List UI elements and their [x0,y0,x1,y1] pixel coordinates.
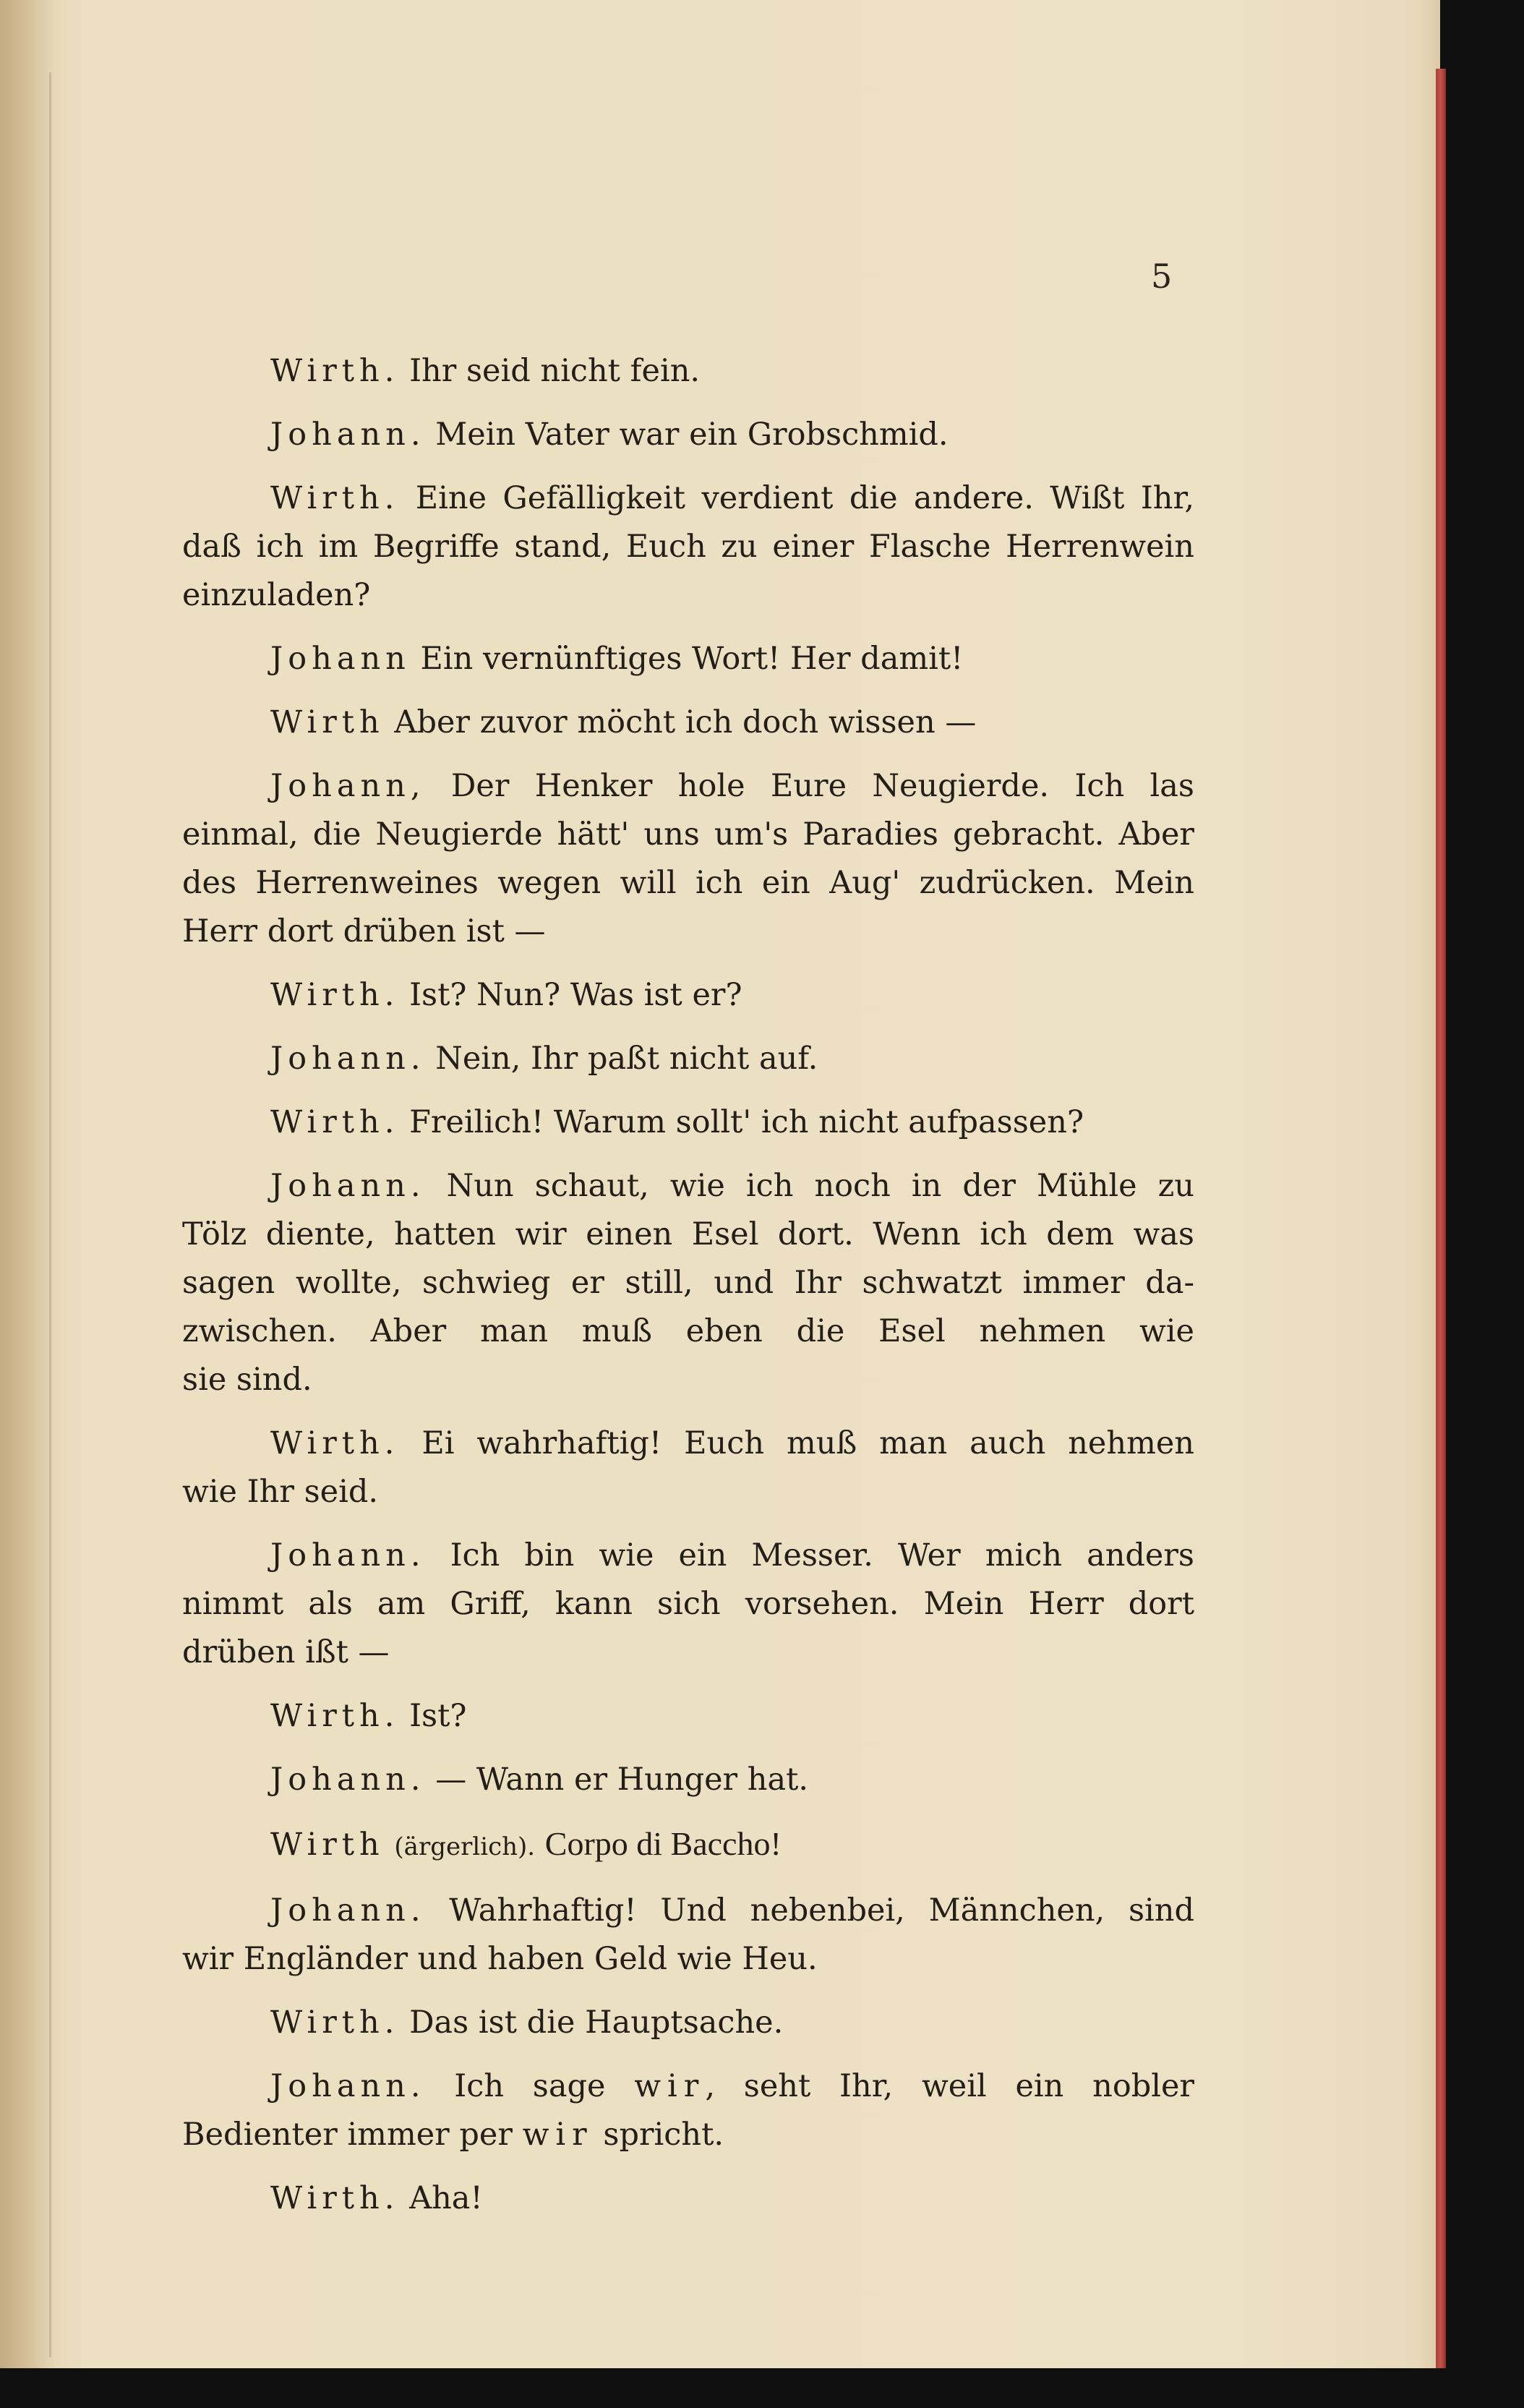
dialogue-line [182,347,1194,396]
speaker-name: Johann. [270,1041,426,1077]
speaker-name: Wirth [270,704,385,740]
dialogue-continuation: sagen wollte, schwieg er still, und Ihr schwatzt immer da- [182,1265,1194,1301]
stage-direction: (ärgerlich). [394,1832,536,1861]
dialogue-continuation: nimmt als am Griff, kann sich vorsehen. Mein Herr dort [182,1586,1194,1622]
page-spine-shadow [0,0,54,2368]
dialogue-text-line: Ein vernünftiges Wort! Her damit! [420,641,964,677]
red-page-edge [1436,69,1446,2368]
dialogue-line [182,2062,1194,2159]
dialogue-line [182,1419,1194,1516]
dialogue-text-line: — Wann er Hunger hat. [435,1762,809,1798]
speaker-name: Johann. [270,2068,426,2104]
dialogue-text-line: Freilich! Warum sollt' ich nicht aufpassen? [409,1104,1084,1140]
dialogue-continuation: sie sind. [182,1362,312,1398]
dialogue-continuation: Tölz diente, hatten wir einen Esel dort. Wenn ich dem was [182,1216,1194,1252]
dialogue-line [182,1819,1194,1871]
page-number: 5 [1151,257,1173,296]
speaker-name: Wirth. [270,977,400,1013]
dialogue-text [182,347,1194,2223]
speaker-name: Wirth. [270,1425,400,1461]
dialogue-text-line: Das ist die Hauptsache. [409,2004,784,2041]
dialogue-line [182,411,1194,459]
dialogue-text-line: Eine Gefälligkeit verdient die andere. Wißt Ihr, [415,480,1195,516]
dialogue-continuation: wir Engländer und haben Geld wie Heu. [182,1941,818,1977]
dialogue-text-part: Bedienter immer per [182,2117,523,2153]
speaker-name: Wirth. [270,2004,400,2041]
speaker-name: Johann. [270,1537,426,1574]
dialogue-line [182,699,1194,747]
dialogue-line [182,1162,1194,1404]
speaker-name: Johann, [270,768,426,804]
dialogue-text-line: Mein Vater war ein Grobschmid. [435,417,949,453]
dialogue-line [182,971,1194,1020]
dialogue-text-line: Nun schaut, wie ich noch in der Mühle zu [446,1168,1194,1204]
dialogue-text-line: Ist? [409,1698,467,1734]
speaker-name: Wirth. [270,2180,400,2216]
dialogue-text-line: Ei wahrhaftig! Euch muß man auch nehmen [421,1425,1194,1461]
dialogue-text-line: Der Henker hole Eure Neugierde. Ich las [450,768,1195,804]
speaker-name: Wirth [270,1827,385,1863]
speaker-name: Wirth. [270,353,400,389]
dialogue-text-part: Ich sage [454,2068,635,2104]
dialogue-line [182,474,1194,620]
dialogue-line [182,1098,1194,1147]
dialogue-continuation: Herr dort drüben ist — [182,913,546,949]
dialogue-text-line: Ich bin wie ein Messer. Wer mich anders [450,1537,1194,1574]
dialogue-line [182,1532,1194,1677]
dialogue-text-line: Aha! [409,2180,483,2216]
dialogue-text-part: , seht Ihr, weil ein nobler [705,2068,1194,2104]
speaker-name: Wirth. [270,1104,400,1140]
dialogue-continuation: wie Ihr seid. [182,1474,379,1510]
speaker-name: Wirth. [270,1698,400,1734]
dialogue-line [182,635,1194,683]
dialogue-text-line: Nein, Ihr paßt nicht auf. [435,1041,818,1077]
dialogue-line [182,762,1194,956]
dialogue-continuation: des Herrenweines wegen will ich ein Aug' zudrücken. Mein [182,865,1194,901]
dialogue-continuation: daß ich im Begriffe stand, Euch zu einer Flasche Herrenwein [182,529,1194,565]
emphasized-word: wir [522,2117,594,2153]
dialogue-line [182,1035,1194,1083]
speaker-name: Johann [270,641,411,677]
speaker-name: Wirth. [270,480,400,516]
dialogue-line [182,1887,1194,1984]
dialogue-continuation: einzuladen? [182,577,371,613]
emphasized-word: wir [634,2068,706,2104]
dialogue-continuation: drüben ißt — [182,1634,390,1670]
dialogue-line [182,1999,1194,2047]
dialogue-line [182,1692,1194,1741]
dialogue-continuation: zwischen. Aber man muß eben die Esel nehmen wie [182,1313,1194,1349]
dialogue-text-line: Wahrhaftig! Und nebenbei, Männchen, sind [449,1892,1194,1929]
dialogue-text-part: spricht. [593,2117,724,2153]
dialogue-line [182,2174,1194,2223]
gutter-line [49,72,51,2357]
speaker-name: Johann. [270,417,426,453]
latin-exclamation: Corpo di Baccho! [544,1825,782,1862]
dialogue-text-line: Ist? Nun? Was ist er? [409,977,742,1013]
dialogue-text-line: Ihr seid nicht fein. [409,353,701,389]
speaker-name: Johann. [270,1892,426,1929]
speaker-name: Johann. [270,1762,426,1798]
dialogue-continuation: einmal, die Neugierde hätt' uns um's Paradies gebracht. Aber [182,816,1194,853]
speaker-name: Johann. [270,1168,426,1204]
dialogue-text-line: Aber zuvor möcht ich doch wissen — [394,704,977,740]
dialogue-line [182,1756,1194,1804]
